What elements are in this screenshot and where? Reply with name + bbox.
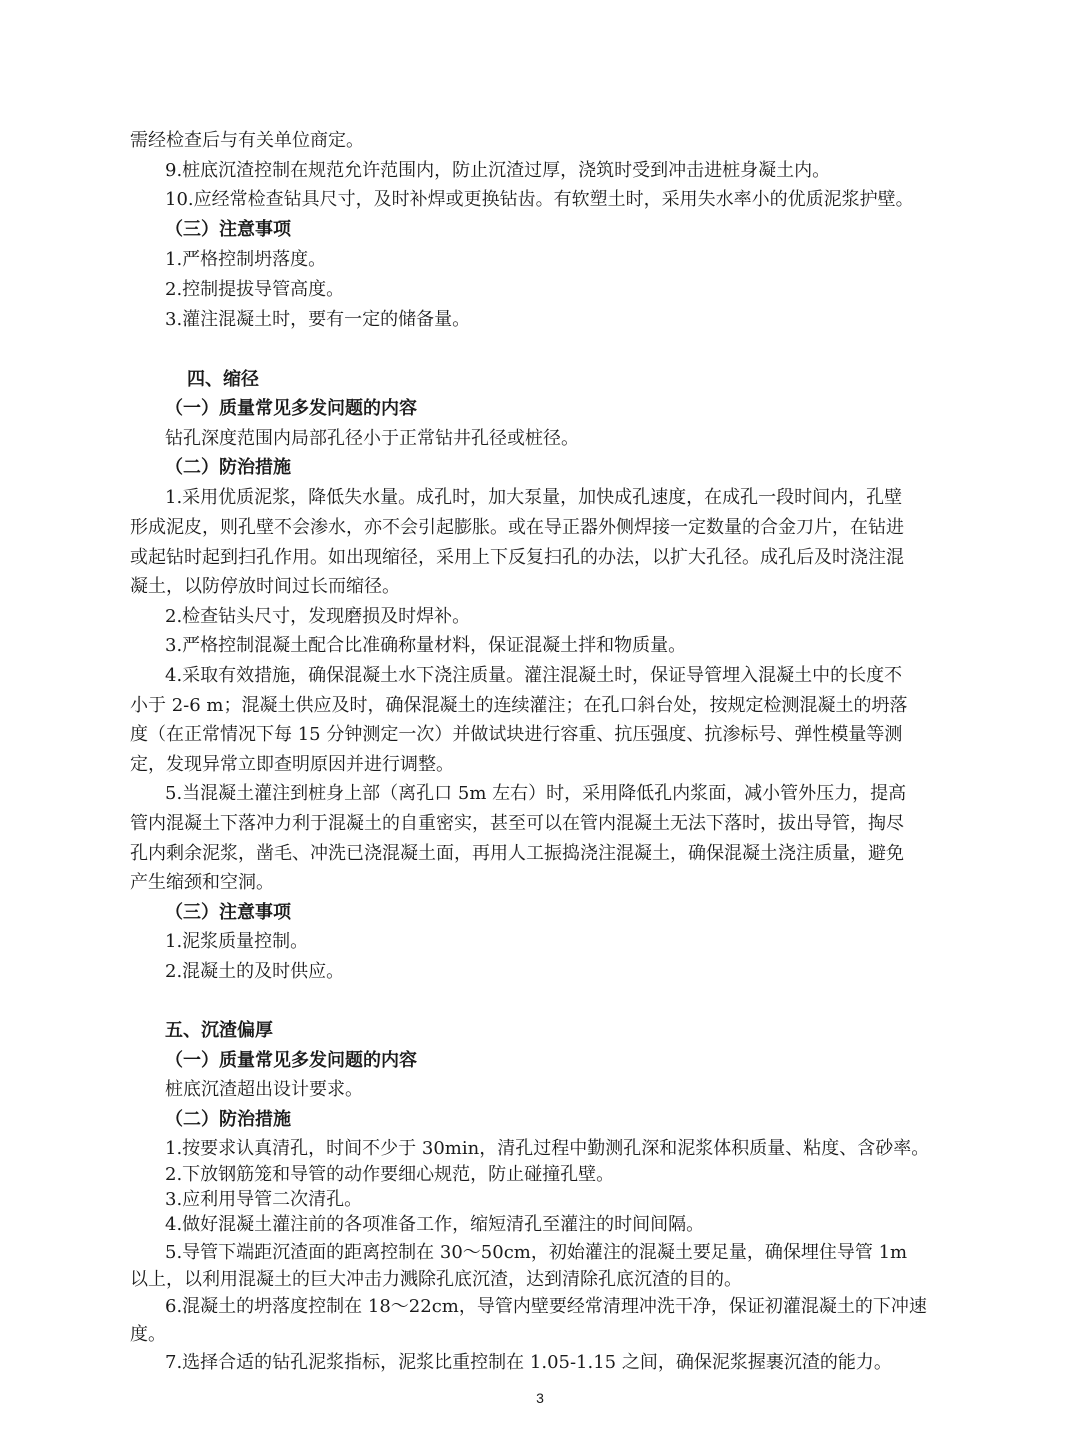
list-item: 3.灌注混凝土时，要有一定的储备量。	[165, 309, 471, 330]
section-heading: 四、缩径	[187, 369, 259, 390]
list-item: 2.检查钻头尺寸，发现磨损及时焊补。	[165, 606, 471, 627]
list-item: 4.采取有效措施，确保混凝土水下浇注质量。灌注混凝土时，保证导管埋入混凝土中的长度不	[165, 665, 903, 686]
list-item: 6.混凝土的坍落度控制在 18～22cm，导管内壁要经常清理冲洗干净，保证初灌混凝土的下冲速	[165, 1296, 927, 1317]
paragraph-line: 定，发现异常立即查明原因并进行调整。	[130, 754, 454, 775]
list-item: 5.导管下端距沉渣面的距离控制在 30～50cm，初始灌注的混凝土要足量，确保埋住导管 1m	[165, 1242, 908, 1263]
paragraph-line: 小于 2-6 m；混凝土供应及时，确保混凝土的连续灌注；在孔口斜台处，按规定检测混凝土的坍落	[130, 695, 908, 716]
list-item: 5.当混凝土灌注到桩身上部（离孔口 5m 左右）时，采用降低孔内浆面，减小管外压力，提高	[165, 783, 907, 804]
list-item: 1.严格控制坍落度。	[165, 249, 327, 270]
subsection-heading: （一）质量常见多发问题的内容	[165, 398, 417, 419]
paragraph-line: 孔内剩余泥浆，凿毛、冲洗已浇混凝土面，再用人工振捣浇注混凝土，确保混凝土浇注质量，避免	[130, 843, 904, 864]
page-number: 3	[536, 1390, 544, 1406]
list-item: 9.桩底沉渣控制在规范允许范围内，防止沉渣过厚，浇筑时受到冲击进桩身凝土内。	[165, 160, 831, 181]
paragraph-line: 需经检查后与有关单位商定。	[130, 130, 364, 151]
subsection-heading: （三）注意事项	[165, 219, 291, 240]
paragraph-line: 以上，以利用混凝土的巨大冲击力溅除孔底沉渣，达到清除孔底沉渣的目的。	[130, 1269, 742, 1290]
list-item: 10.应经常检查钻具尺寸，及时补焊或更换钻齿。有软塑土时，采用失水率小的优质泥浆护壁。	[165, 189, 914, 210]
paragraph-line: 度。	[130, 1324, 166, 1345]
list-item: 4.做好混凝土灌注前的各项准备工作，缩短清孔至灌注的时间间隔。	[165, 1214, 705, 1235]
list-item: 1.采用优质泥浆，降低失水量。成孔时，加大泵量，加快成孔速度，在成孔一段时间内，孔壁	[165, 487, 903, 508]
paragraph-line: 桩底沉渣超出设计要求。	[165, 1079, 363, 1100]
list-item: 1.按要求认真清孔，时间不少于 30min，清孔过程中勤测孔深和泥浆体积质量、粘度、含砂率。	[165, 1138, 930, 1159]
list-item: 3.应利用导管二次清孔。	[165, 1189, 363, 1210]
list-item: 2.混凝土的及时供应。	[165, 961, 345, 982]
paragraph-line: 度（在正常情况下每 15 分钟测定一次）并做试块进行容重、抗压强度、抗渗标号、弹性模量等测	[130, 724, 903, 745]
paragraph-line: 形成泥皮，则孔壁不会渗水，亦不会引起膨胀。或在导正器外侧焊接一定数量的合金刀片，在钻进	[130, 517, 904, 538]
list-item: 7.选择合适的钻孔泥浆指标，泥浆比重控制在 1.05-1.15 之间，确保泥浆握裹沉渣的能力。	[165, 1352, 892, 1373]
paragraph-line: 凝土，以防停放时间过长而缩径。	[130, 576, 400, 597]
subsection-heading: （二）防治措施	[165, 1109, 291, 1130]
list-item: 2.控制提拔导管高度。	[165, 279, 345, 300]
paragraph-line: 钻孔深度范围内局部孔径小于正常钻井孔径或桩径。	[165, 428, 579, 449]
subsection-heading: （三）注意事项	[165, 902, 291, 923]
list-item: 3.严格控制混凝土配合比准确称量材料，保证混凝土拌和物质量。	[165, 635, 687, 656]
paragraph-line: 产生缩颈和空洞。	[130, 872, 274, 893]
paragraph-line: 或起钻时起到扫孔作用。如出现缩径，采用上下反复扫孔的办法，以扩大孔径。成孔后及时浇注混	[130, 547, 904, 568]
subsection-heading: （二）防治措施	[165, 457, 291, 478]
list-item: 2.下放钢筋笼和导管的动作要细心规范，防止碰撞孔壁。	[165, 1164, 615, 1185]
section-heading: 五、沉渣偏厚	[165, 1020, 273, 1041]
subsection-heading: （一）质量常见多发问题的内容	[165, 1050, 417, 1071]
list-item: 1.泥浆质量控制。	[165, 931, 309, 952]
paragraph-line: 管内混凝土下落冲力利于混凝土的自重密实，甚至可以在管内混凝土无法下落时，拔出导管，掏尽	[130, 813, 904, 834]
